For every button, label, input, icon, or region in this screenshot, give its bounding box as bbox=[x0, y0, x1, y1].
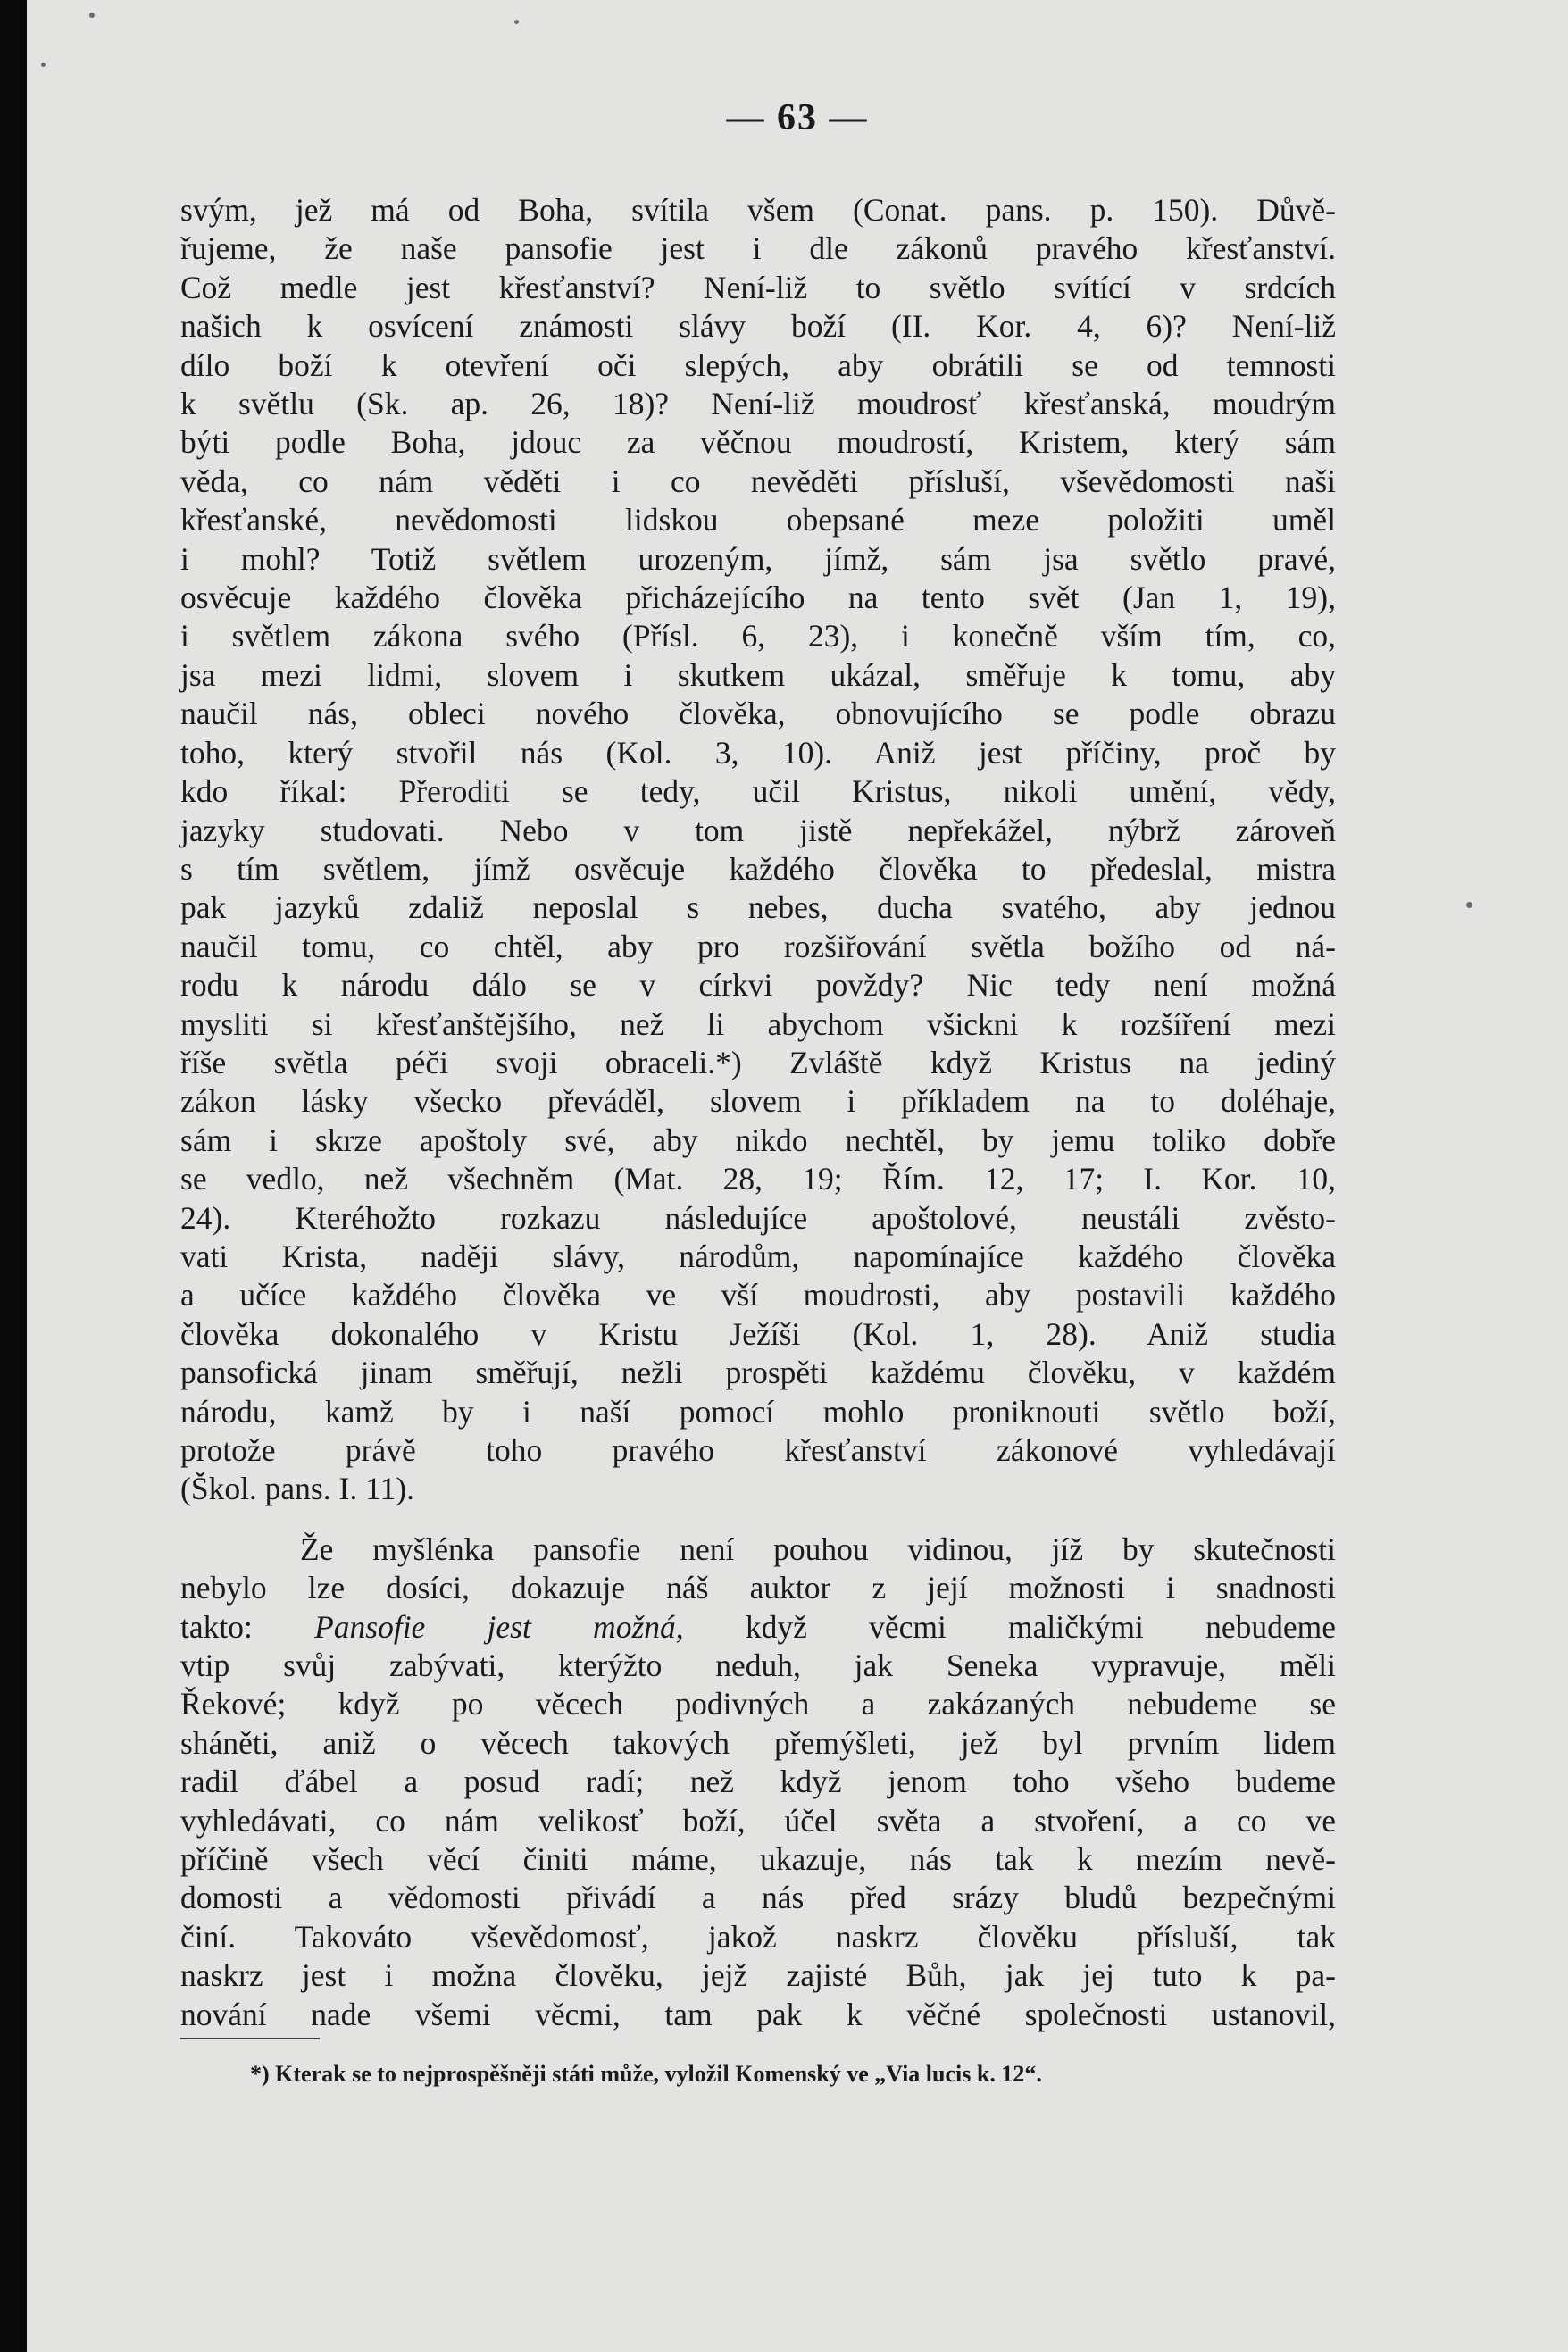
italic-emphasis: Pansofie jest možná, bbox=[314, 1608, 684, 1645]
text-line: (Škol. pans. I. 11). bbox=[180, 1471, 414, 1507]
text-line: Že myšlénka pansofie není pouhou vidinou, jíž by skutečnosti bbox=[300, 1530, 1336, 1567]
text-line: Řekové; když po věcech podivných a zakázaných nebudeme se bbox=[180, 1686, 1336, 1722]
text-line: naučil nás, obleci nového člověka, obnovujícího se podle obrazu bbox=[180, 696, 1336, 732]
paragraph-2 bbox=[180, 1530, 1336, 2034]
text-line: vyhledávati, co nám velikosť boží, účel světa a stvoření, a co ve bbox=[180, 1802, 1336, 1839]
text-line: s tím světlem, jímž osvěcuje každého člověka to předeslal, mistra bbox=[180, 850, 1336, 887]
text-run: takto: bbox=[180, 1608, 315, 1645]
footnote: *) Kterak se to nejprospěšněji státi může, vyložil Komenský ve „Via lucis k. 12“. bbox=[250, 2061, 1042, 2087]
text-line: křesťanské, nevědomosti lidskou obepsané meze položiti uměl bbox=[180, 502, 1336, 538]
text-line: sám i skrze apoštoly své, aby nikdo nechtěl, by jemu toliko dobře bbox=[180, 1122, 1336, 1158]
scan-speck bbox=[89, 13, 95, 18]
text-line: dílo boží k otevření oči slepých, aby obrátili se od temnosti bbox=[180, 346, 1336, 383]
text-line: domosti a vědomosti přivádí a nás před srázy bludů bezpečnými bbox=[180, 1880, 1336, 1916]
text-line bbox=[180, 1608, 1336, 1647]
text-line: k světlu (Sk. ap. 26, 18)? Není-liž moudrosť křesťanská, moudrým bbox=[180, 386, 1336, 422]
paragraph-1 bbox=[180, 191, 1336, 1509]
scan-speck bbox=[1466, 902, 1472, 908]
text-line: pansofická jinam směřují, nežli prospěti každému člověku, v každém bbox=[180, 1355, 1336, 1391]
text-line: i světlem zákona svého (Přísl. 6, 23), i konečně vším tím, co, bbox=[180, 618, 1336, 655]
text-line: národu, kamž by i naší pomocí mohlo proniknouti světlo boží, bbox=[180, 1393, 1336, 1430]
text-line: svým, jež má od Boha, svítila všem (Conat. pans. p. 150). Důvě- bbox=[180, 192, 1336, 228]
text-line: činí. Takováto vševědomosť, jakož naskrz člověku přísluší, tak bbox=[180, 1918, 1336, 1955]
text-line: a učíce každého člověka ve vší moudrosti, aby postavili každého bbox=[180, 1277, 1336, 1314]
text-line: protože právě toho pravého křesťanství zákonové vyhledávají bbox=[180, 1432, 1336, 1468]
scan-speck bbox=[41, 63, 46, 67]
text-line: řujeme, že naše pansofie jest i dle zákonů pravého křesťanství. bbox=[180, 230, 1336, 267]
text-line: nebylo lze dosíci, dokazuje náš auktor z její možnosti i snadnosti bbox=[180, 1570, 1336, 1606]
text-line: vtip svůj zabývati, kterýžto neduh, jak Seneka vypravuje, měli bbox=[180, 1647, 1336, 1684]
text-line: radil ďábel a posud radí; než když jenom toho všeho budeme bbox=[180, 1764, 1336, 1800]
text-line: naučil tomu, co chtěl, aby pro rozšiřování světla božího od ná- bbox=[180, 928, 1336, 964]
text-line: toho, který stvořil nás (Kol. 3, 10). Aniž jest příčiny, proč by bbox=[180, 734, 1336, 771]
text-line: pak jazyků zdaliž neposlal s nebes, ducha svatého, aby jednou bbox=[180, 889, 1336, 926]
text-line: kdo říkal: Přeroditi se tedy, učil Kristus, nikoli umění, vědy, bbox=[180, 773, 1336, 810]
text-line: jsa mezi lidmi, slovem i skutkem ukázal, směřuje k tomu, aby bbox=[180, 656, 1336, 693]
text-line: naskrz jest i možna člověku, jejž zajisté Bůh, jak jej tuto k pa- bbox=[180, 1957, 1336, 1994]
text-line: býti podle Boha, jdouc za věčnou moudrostí, Kristem, který sám bbox=[180, 424, 1336, 461]
text-line: se vedlo, než všechněm (Mat. 28, 19; Řím. 12, 17; I. Kor. 10, bbox=[180, 1161, 1336, 1197]
text-line: i mohl? Totiž světlem urozeným, jímž, sám jsa světlo pravé, bbox=[180, 540, 1336, 577]
text-line: vati Krista, naději slávy, národům, napomínajíce každého člověka bbox=[180, 1238, 1336, 1274]
text-line: mysliti si křesťanštějšího, než li abychom všickni k rozšíření mezi bbox=[180, 1005, 1336, 1042]
paragraph-gap bbox=[180, 1509, 1336, 1530]
text-run: když věcmi maličkými nebudeme bbox=[683, 1608, 1336, 1645]
text-line: Což medle jest křesťanství? Není-liž to světlo svítící v srdcích bbox=[180, 269, 1336, 305]
text-line: nování nade všemi věcmi, tam pak k věčné společnosti ustanovil, bbox=[180, 1996, 1336, 2032]
page-number: — 63 — bbox=[726, 97, 869, 138]
text-line: zákon lásky všecko převáděl, slovem i příkladem na to doléhaje, bbox=[180, 1083, 1336, 1120]
text-line: 24). Kteréhožto rozkazu následujíce apoštolové, neustáli zvěsto- bbox=[180, 1199, 1336, 1236]
text-line: rodu k národu dálo se v církvi povždy? Nic tedy není možná bbox=[180, 967, 1336, 1004]
text-line: jazyky studovati. Nebo v tom jistě nepřekážel, nýbrž zároveň bbox=[180, 812, 1336, 848]
text-line: člověka dokonalého v Kristu Ježíši (Kol. 1, 28). Aniž studia bbox=[180, 1315, 1336, 1352]
scan-speck bbox=[514, 20, 519, 24]
text-line: příčině všech věcí činiti máme, ukazuje, nás tak k mezím nevě- bbox=[180, 1841, 1336, 1878]
text-line: našich k osvícení známosti slávy boží (II. Kor. 4, 6)? Není-liž bbox=[180, 308, 1336, 345]
text-line: sháněti, aniž o věcech takových přemýšleti, jež byl prvním lidem bbox=[180, 1724, 1336, 1761]
text-line: věda, co nám věděti i co nevěděti přísluší, vševědomosti naši bbox=[180, 463, 1336, 499]
text-line: říše světla péči svoji obraceli.*) Zvláště když Kristus na jediný bbox=[180, 1044, 1336, 1080]
text-line: osvěcuje každého člověka přicházejícího na tento svět (Jan 1, 19), bbox=[180, 580, 1336, 616]
body-text bbox=[180, 191, 1336, 2034]
footnote-rule bbox=[180, 2038, 320, 2039]
